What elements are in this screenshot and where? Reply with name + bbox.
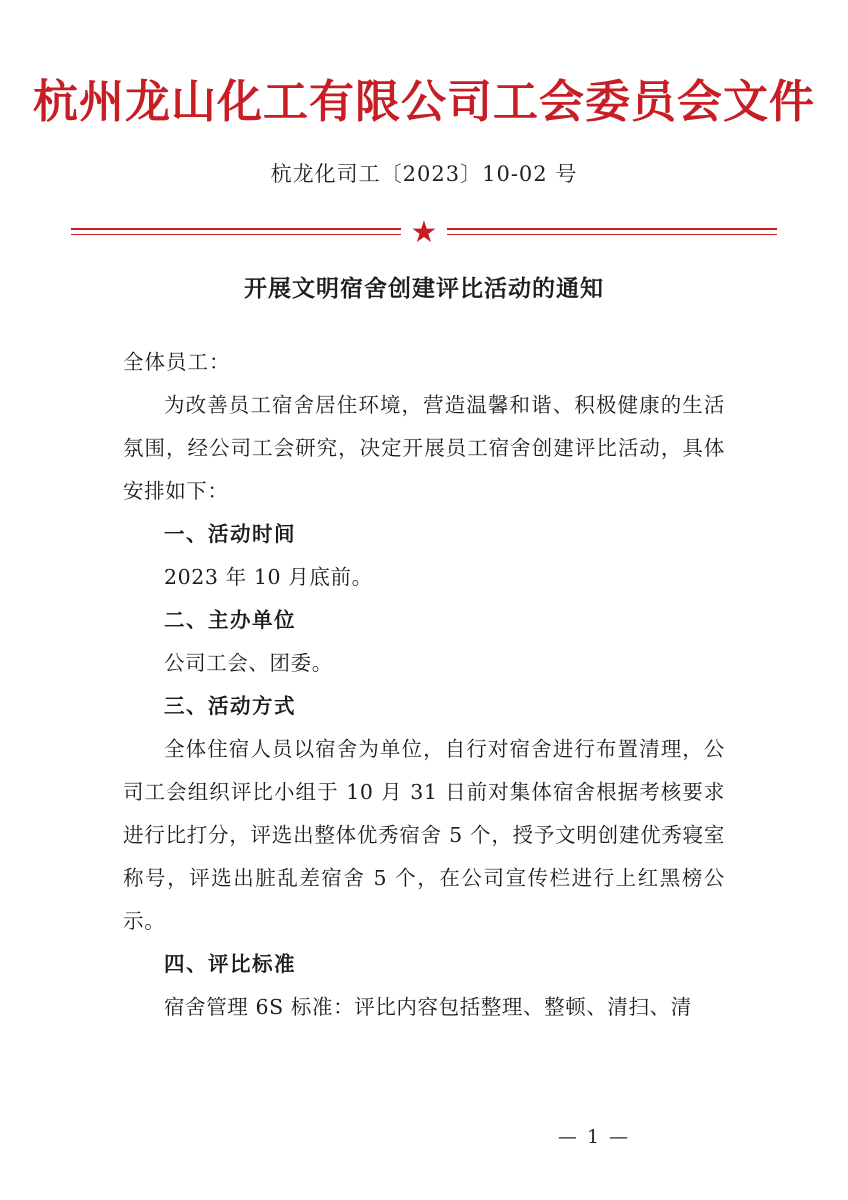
document-number: 杭龙化司工〔2023〕10-02 号 bbox=[270, 162, 578, 187]
section-heading-4: 四、评比标准 bbox=[164, 952, 296, 977]
red-separator bbox=[71, 215, 777, 251]
salutation: 全体员工： bbox=[123, 350, 231, 375]
page-footer bbox=[0, 1126, 848, 1148]
section-heading-3: 三、活动方式 bbox=[164, 694, 296, 719]
document-body bbox=[123, 341, 725, 1029]
organization-title: 杭州龙山化工有限公司工会委员会文件 bbox=[32, 75, 815, 128]
section-heading-1: 一、活动时间 bbox=[164, 522, 296, 547]
section-heading-2: 二、主办单位 bbox=[164, 608, 296, 633]
document-header bbox=[0, 0, 848, 188]
document-subject: 开展文明宿舍创建评比活动的通知 bbox=[244, 275, 604, 303]
page-number: — 1 — bbox=[557, 1126, 631, 1148]
star-glyph: ★ bbox=[410, 215, 438, 251]
section-text-4: 宿舍管理 6S 标准：评比内容包括整理、整顿、清扫、清 bbox=[164, 995, 692, 1020]
intro-paragraph: 为改善员工宿舍居住环境，营造温馨和谐、积极健康的生活氛围，经公司工会研究，决定开展员工宿舍创建评比活动，具体安排如下： bbox=[123, 393, 725, 504]
section-text-1: 2023 年 10 月底前。 bbox=[164, 565, 373, 590]
section-text-2: 公司工会、团委。 bbox=[164, 651, 333, 676]
star-icon bbox=[401, 216, 447, 252]
section-text-3: 全体住宿人员以宿舍为单位，自行对宿舍进行布置清理，公司工会组织评比小组于 10 月 31 日前对集体宿舍根据考核要求进行比打分，评选出整体优秀宿舍 5 个，授予文明创建优秀寝室称号，评选出脏乱差宿舍 5 个，在公司宣传栏进行上红黑榜公示。 bbox=[123, 737, 725, 934]
